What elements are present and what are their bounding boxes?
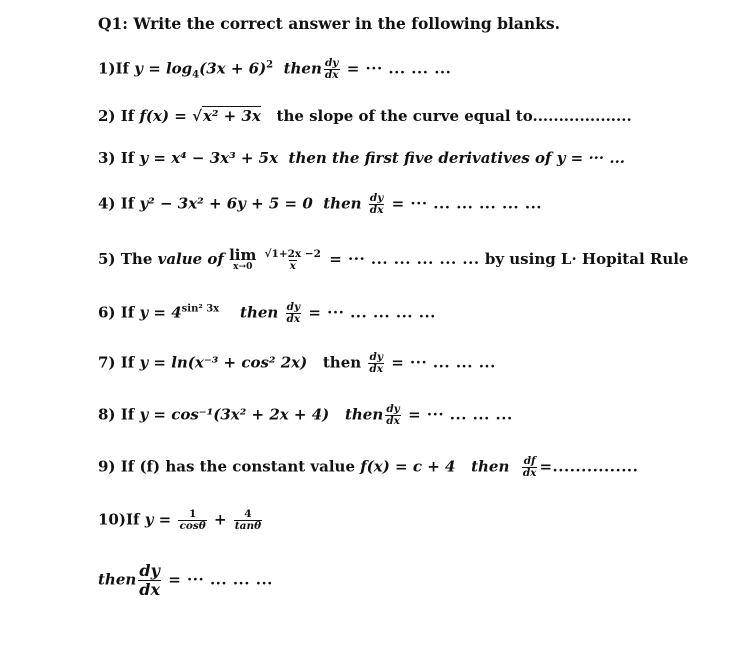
q6-blank: = ··· ... ... ... ... xyxy=(308,303,436,322)
q7-blank: = ··· ... ... ... xyxy=(391,353,496,372)
q3-prefix: 3) If xyxy=(98,149,135,167)
q8-derivative: $\frac{dy}{dx}$ xyxy=(386,403,400,427)
q5-prefix: 5) The xyxy=(98,250,153,268)
q10-then: then xyxy=(98,570,137,589)
q5-fraction: $\frac{√1+2x -2}{x}$ xyxy=(264,247,321,272)
q10-term-1: $\frac{1}{\cos\theta}$ xyxy=(179,508,206,532)
q3-post: then the first five derivatives of y = ··· ... xyxy=(288,149,626,167)
q9-derivative: $\frac{df}{dx}$ xyxy=(522,455,537,479)
q9-then: then xyxy=(471,457,510,476)
question-9 xyxy=(98,456,638,479)
q2-radicand: x² + 3x xyxy=(202,107,261,125)
q10-derivative: $\frac{dy}{dx}$ xyxy=(139,561,161,599)
q7-then: then xyxy=(322,353,362,372)
q4-prefix: 4) If xyxy=(98,194,135,213)
q8-blank: = ··· ... ... ... xyxy=(408,405,513,424)
q7-derivative: $\frac{dy}{dx}$ xyxy=(369,351,384,375)
q1-arg: (3x + 6) xyxy=(199,59,267,78)
q4-expr: y² − 3x² + 6y + 5 = 0 xyxy=(139,194,313,213)
q6-derivative: $\frac{dy}{dx}$ xyxy=(286,301,301,325)
q1-exp: 2 xyxy=(266,59,274,71)
question-1 xyxy=(98,58,451,81)
question-4 xyxy=(98,193,542,216)
q10-prefix: 10)If xyxy=(98,510,140,529)
q6-prefix: 6) If xyxy=(98,303,135,322)
q5-post: by using L· Hopital Rule xyxy=(484,250,689,268)
q9-expr: f(x) = c + 4 xyxy=(360,457,456,476)
question-6 xyxy=(98,302,436,325)
q5-blank: = ··· ... ... ... ... ... xyxy=(329,250,480,268)
question-title: Q1: Write the correct answer in the following blanks. xyxy=(98,14,561,33)
q9-prefix: 9) If (f) has the constant value xyxy=(98,457,355,476)
q9-blank: =............... xyxy=(539,457,639,476)
q4-blank: = ··· ... ... ... ... ... xyxy=(391,194,543,213)
q6-then: then xyxy=(240,303,279,322)
question-3 xyxy=(98,148,625,168)
q8-prefix: 8) If xyxy=(98,405,135,424)
q10-term-2: $\frac{4}{\tan\theta}$ xyxy=(234,508,262,532)
q10-blank: = ··· ... ... ... xyxy=(168,570,273,589)
q1-number: 1)If xyxy=(98,59,130,78)
q4-then: then xyxy=(323,194,362,213)
q1-then: then xyxy=(283,59,322,78)
q7-expr: y = ln(x⁻³ + cos² 2x) xyxy=(139,353,308,372)
q2-post: the slope of the curve equal to................... xyxy=(276,107,632,125)
q4-derivative: $\frac{dy}{dx}$ xyxy=(369,192,384,216)
q1-lhs: y = log xyxy=(134,59,193,78)
question-10-derivative-line xyxy=(98,562,273,599)
q10-plus: + xyxy=(213,510,227,529)
question-2: 2) If f(x) = √x² + 3x the slope of the curve equal to................... xyxy=(98,107,632,125)
q8-expr: y = cos⁻¹(3x² + 2x + 4) xyxy=(139,405,330,424)
q2-prefix: 2) If xyxy=(98,107,135,125)
question-5 xyxy=(98,248,688,272)
q1-derivative: $\frac{dy}{dx}$ xyxy=(324,57,339,81)
q1-blank: = ··· ... ... ... xyxy=(346,59,452,78)
q8-then: then xyxy=(344,405,384,424)
q10-y: y = xyxy=(144,510,172,529)
q1-base: 4 xyxy=(192,69,200,81)
q7-prefix: 7) If xyxy=(98,353,135,372)
q5-value-of: value of xyxy=(157,250,224,268)
question-8 xyxy=(98,404,513,427)
q5-limit: lim x→0 xyxy=(229,246,257,272)
question-7 xyxy=(98,352,496,375)
q2-fx: f(x) = xyxy=(139,107,193,125)
q3-expr: y = x⁴ − 3x³ + 5x xyxy=(139,149,279,167)
q6-expr: y = 4 xyxy=(139,303,182,322)
question-10 xyxy=(98,509,264,532)
q6-exp: sin² 3x xyxy=(181,303,220,315)
